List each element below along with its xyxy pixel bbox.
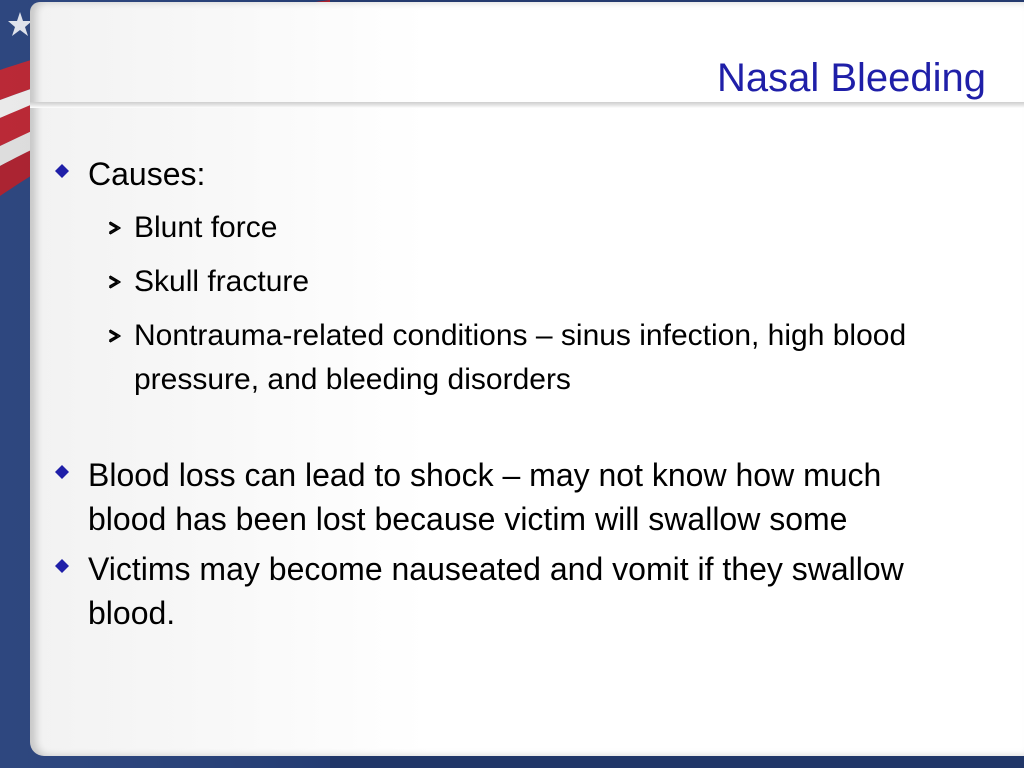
arrow-right-icon <box>107 220 123 236</box>
sub-bullet-item <box>54 314 934 402</box>
sub-bullet-text: Nontrauma-related conditions – sinus infection, high blood pressure, and bleeding disorders <box>134 319 907 396</box>
bullet-item <box>54 152 934 196</box>
bullet-text: Blood loss can lead to shock – may not know how much blood has been lost because victim will swallow some <box>88 457 882 537</box>
bullet-text: Causes: <box>88 156 206 192</box>
arrow-right-icon <box>107 274 123 290</box>
slide-title: Nasal Bleeding <box>716 56 986 100</box>
diamond-icon <box>54 464 70 480</box>
diamond-icon <box>54 163 70 179</box>
title-divider <box>30 102 1024 108</box>
arrow-right-icon <box>107 328 123 344</box>
bullet-text: Victims may become nauseated and vomit if they swallow blood. <box>88 551 904 631</box>
diamond-icon <box>54 558 70 574</box>
sub-bullet-item <box>54 260 934 304</box>
sub-bullet-text: Blunt force <box>134 211 278 244</box>
slide-body <box>54 152 934 635</box>
bullet-item <box>54 547 934 635</box>
sub-bullet-item <box>54 206 934 250</box>
bullet-item <box>54 453 934 541</box>
sub-bullet-text: Skull fracture <box>134 265 310 298</box>
